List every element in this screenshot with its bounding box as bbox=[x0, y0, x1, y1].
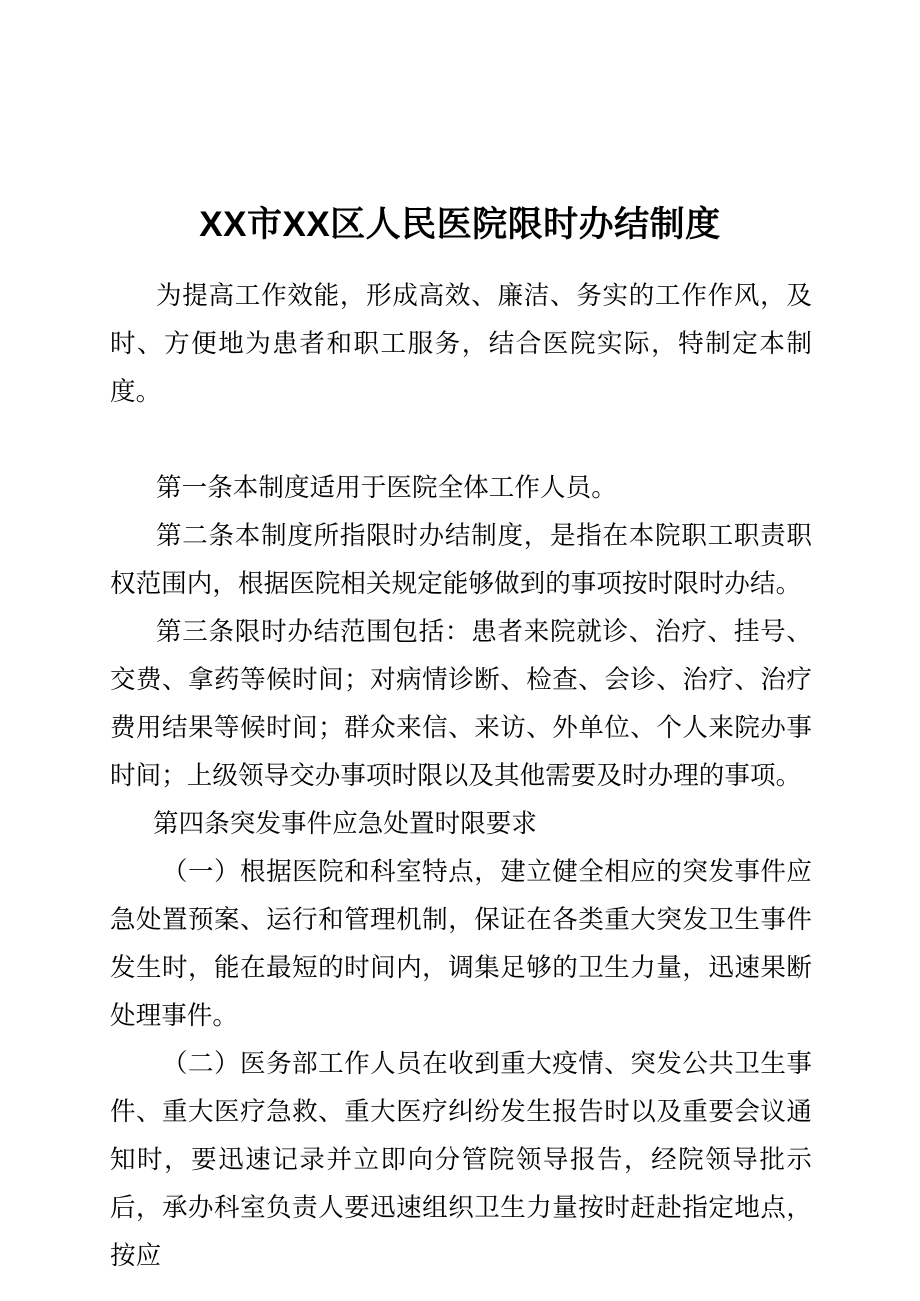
paragraph-article-4-heading: 第四条突发事件应急处置时限要求 bbox=[153, 809, 538, 838]
document-body bbox=[110, 272, 812, 1280]
paragraph-article-1: 第一条本制度适用于医院全体工作人员。 bbox=[156, 473, 617, 502]
paragraph-item-2: （二）医务部工作人员在收到重大疫情、突发公共卫生事件、重大医疗急救、重大医疗纠纷发生报告时以及重要会议通知时，要迅速记录并立即向分管院领导报告，经院领导批示后，承办科室负责人要迅速组织卫生力量按时赶赴指定地点，按应 bbox=[110, 1049, 812, 1270]
paragraph-article-2: 第二条本制度所指限时办结制度，是指在本院职工职责职权范围内，根据医院相关规定能够做到的事项按时限时办结。 bbox=[110, 521, 812, 598]
paragraph-preamble: 为提高工作效能，形成高效、廉洁、务实的工作作风，及时、方便地为患者和职工服务，结合医院实际，特制定本制度。 bbox=[110, 281, 812, 406]
paragraph-item-1: （一）根据医院和科室特点，建立健全相应的突发事件应急处置预案、运行和管理机制，保证在各类重大突发卫生事件发生时，能在最短的时间内，调集足够的卫生力量，迅速果断处理事件。 bbox=[110, 857, 812, 1030]
page-title: XX市XX区人民医院限时办结制度 bbox=[199, 205, 721, 245]
paragraph-spacer bbox=[110, 416, 812, 464]
paragraph-article-3: 第三条限时办结范围包括：患者来院就诊、治疗、挂号、交费、拿药等候时间；对病情诊断、检查、会诊、治疗、治疗费用结果等候时间；群众来信、来访、外单位、个人来院办事时间；上级领导交办事项时限以及其他需要及时办理的事项。 bbox=[110, 617, 812, 790]
